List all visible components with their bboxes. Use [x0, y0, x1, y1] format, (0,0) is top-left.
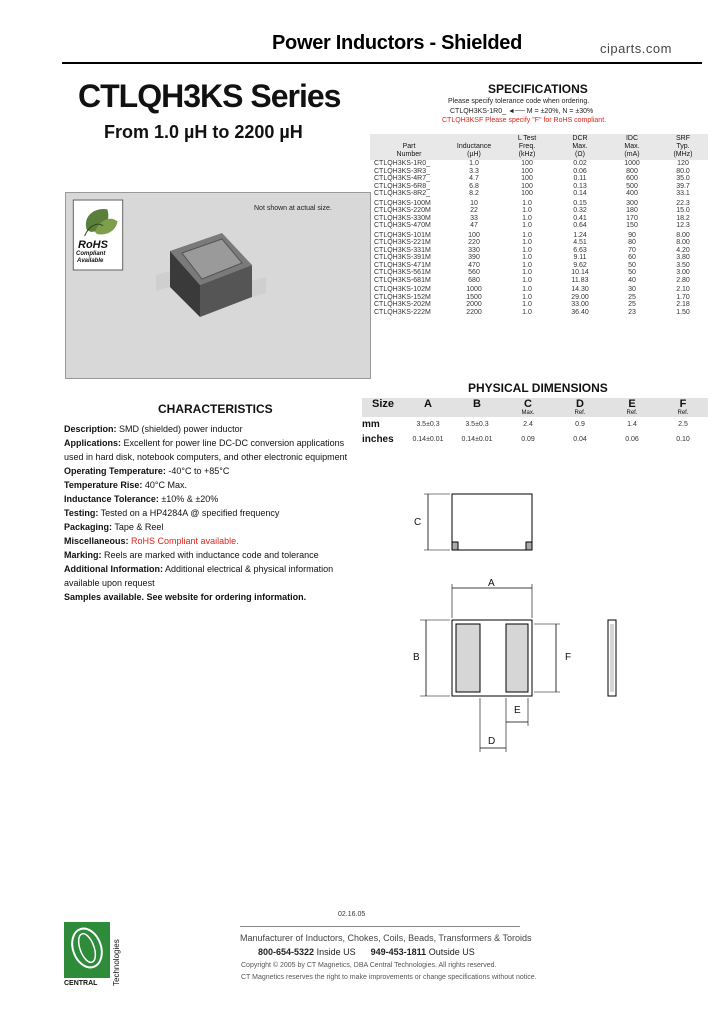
- spec-cell: 1.0: [522, 261, 532, 269]
- spec-cell: 0.32: [573, 207, 587, 214]
- spec-cell: 10: [470, 199, 478, 207]
- spec-header: [370, 134, 708, 160]
- characteristic-item: [64, 520, 354, 534]
- spec-cell: 29.00: [571, 293, 589, 301]
- characteristics-title: CHARACTERISTICS: [158, 402, 273, 416]
- characteristic-label: Miscellaneous:: [64, 536, 129, 546]
- table-row: [362, 417, 708, 432]
- spec-cell: 39.7: [676, 182, 690, 190]
- spec-cell: 1.0: [522, 222, 532, 229]
- footer-divider: [240, 926, 520, 927]
- dim-column-header: [658, 398, 708, 417]
- spec-cell: 1.0: [469, 160, 479, 167]
- characteristic-item: [64, 562, 354, 590]
- spec-cell: 35.0: [676, 175, 690, 182]
- spec-cell: 1.24: [573, 231, 587, 239]
- part-number-cell: CTLQH3KS-202M: [374, 301, 431, 308]
- header-divider: [62, 62, 702, 64]
- characteristic-label: Temperature Rise:: [64, 480, 143, 490]
- website-link[interactable]: ciparts.com: [600, 41, 672, 56]
- spec-cell: 2.18: [676, 301, 690, 308]
- arrow-left-icon: ◄──: [507, 108, 527, 115]
- dim-column-header: [554, 398, 606, 417]
- spec-cell: 80.0: [676, 167, 690, 175]
- order-code: CTLQH3KS-1R0_: [450, 108, 507, 115]
- spec-cell: 40: [628, 276, 636, 284]
- spec-cell: 23: [628, 308, 636, 316]
- inductance-range: From 1.0 µH to 2200 µH: [104, 122, 303, 142]
- spec-cell: 800: [626, 167, 638, 175]
- spec-header-line: Max.: [624, 143, 640, 150]
- spec-cell: 25: [628, 301, 636, 308]
- spec-cell: 50: [628, 261, 636, 269]
- characteristic-item: [64, 492, 354, 506]
- spec-column-header: [606, 134, 658, 160]
- dim-header-sub: Ref.: [574, 410, 586, 416]
- table-row: [370, 277, 708, 285]
- spec-cell: 3.00: [676, 269, 690, 276]
- part-number-cell: CTLQH3KS-681M: [374, 276, 431, 284]
- spec-cell: 100: [468, 231, 480, 239]
- table-row: [370, 183, 708, 191]
- spec-cell: 470: [468, 261, 480, 269]
- rohs-order-note: CTLQH3KSF Please specify "F" for RoHS compliant.: [442, 117, 607, 124]
- dim-header-label: D: [576, 398, 584, 410]
- spec-cell: 1.0: [522, 308, 532, 316]
- unit-label: mm: [362, 419, 380, 430]
- dim-header-label: E: [628, 398, 636, 410]
- spec-cell: 0.06: [573, 167, 587, 175]
- spec-column-header: [370, 134, 448, 160]
- tolerance-note: Please specify tolerance code when ordering.: [448, 98, 590, 105]
- spec-cell: 47: [470, 222, 478, 229]
- physical-dimensions-title: PHYSICAL DIMENSIONS: [468, 381, 608, 395]
- spec-cell: 0.64: [573, 222, 587, 229]
- spec-cell: 180: [626, 207, 638, 214]
- table-row: [370, 207, 708, 215]
- characteristic-item: [64, 422, 354, 436]
- part-number-cell: CTLQH3KS-561M: [374, 269, 431, 276]
- dim-cell: 3.5±0.3: [416, 421, 440, 428]
- characteristic-item: [64, 534, 354, 548]
- spec-cell: 1.0: [522, 207, 532, 214]
- spec-cell: 1.0: [522, 269, 532, 276]
- characteristic-value: Tested on a HP4284A @ specified frequency: [98, 508, 280, 518]
- label-b: B: [413, 652, 420, 663]
- phone-outside-label: Outside US: [428, 947, 475, 957]
- spec-cell: 3.3: [469, 167, 479, 175]
- dim-cell: 2.5: [678, 421, 688, 428]
- characteristics-list: [64, 422, 354, 604]
- spec-cell: 60: [628, 254, 636, 261]
- copyright: Copyright © 2005 by CT Magnetics, DBA Central Technologies. All rights reserved.: [241, 962, 497, 969]
- spec-cell: 4.20: [676, 246, 690, 254]
- spec-cell: 2200: [466, 308, 482, 316]
- page-title: Power Inductors - Shielded: [272, 32, 523, 54]
- spec-cell: 33.1: [676, 190, 690, 197]
- characteristic-value: Reels are marked with inductance code and tolerance: [101, 550, 319, 560]
- label-f: F: [565, 652, 572, 663]
- rohs-sub2: Available: [77, 258, 104, 264]
- characteristic-label: Packaging:: [64, 522, 113, 532]
- spec-header-line: Number: [396, 151, 422, 158]
- spec-column-header: [658, 134, 708, 160]
- characteristic-value: ±10% & ±20%: [158, 494, 219, 504]
- spec-header-line: L Test: [517, 135, 537, 142]
- phone-outside[interactable]: 949-453-1811: [370, 947, 427, 957]
- dim-column-header: [452, 398, 502, 417]
- dim-header: [362, 398, 708, 417]
- dim-header-sub: Max.: [521, 410, 535, 416]
- spec-cell: 9.62: [573, 261, 587, 269]
- characteristic-label: Description:: [64, 424, 117, 434]
- central-logo-icon: [64, 922, 112, 982]
- spec-cell: 30: [628, 286, 636, 293]
- series-title: CTLQH3KS Series: [78, 78, 341, 114]
- table-row: [370, 168, 708, 176]
- inductor-chip-image: [152, 221, 272, 321]
- spec-column-header: [448, 134, 500, 160]
- notice: CT Magnetics reserves the right to make improvements or change specifications without notice.: [241, 974, 537, 981]
- characteristic-label: Inductance Tolerance:: [64, 494, 159, 504]
- dim-header-row: [362, 398, 708, 417]
- order-example: [450, 108, 593, 115]
- dim-header-label: C: [524, 398, 532, 410]
- spec-cell: 12.3: [676, 222, 690, 229]
- spec-cell: 1.0: [522, 239, 532, 246]
- part-number-cell: CTLQH3KS-331M: [374, 246, 431, 254]
- spec-cell: 2.80: [676, 276, 690, 284]
- spec-cell: 0.14: [573, 190, 587, 197]
- dim-cell: 2.4: [523, 421, 533, 428]
- dim-header-sub: [404, 410, 452, 417]
- spec-cell: 0.13: [573, 182, 587, 190]
- part-number-cell: CTLQH3KS-3R3_: [374, 167, 431, 175]
- table-row: [370, 269, 708, 277]
- characteristic-label: Operating Temperature:: [64, 466, 166, 476]
- table-row: [370, 190, 708, 198]
- spec-cell: 0.02: [573, 160, 587, 167]
- characteristic-item: [64, 478, 354, 492]
- manufacturer-line: Manufacturer of Inductors, Chokes, Coils, Beads, Transformers & Toroids: [240, 933, 532, 943]
- characteristic-item: [64, 548, 354, 562]
- spec-cell: 680: [468, 276, 480, 284]
- spec-cell: 1.0: [522, 301, 532, 308]
- spec-cell: 11.83: [571, 276, 589, 284]
- dim-column-header: [362, 398, 404, 417]
- spec-cell: 8.00: [676, 231, 690, 239]
- spec-header-line: Part: [402, 143, 416, 150]
- spec-cell: 0.41: [573, 214, 587, 222]
- characteristic-item: [64, 436, 354, 464]
- spec-header-line: DCR: [572, 135, 588, 142]
- spec-cell: 36.40: [571, 308, 589, 316]
- spec-cell: 170: [626, 214, 638, 222]
- spec-header-line: Typ.: [676, 143, 690, 150]
- dim-column-header: [606, 398, 658, 417]
- dim-column-header: [502, 398, 554, 417]
- spec-cell: 0.11: [573, 175, 587, 182]
- characteristic-label: Marking:: [64, 550, 102, 560]
- characteristic-value: Tape & Reel: [112, 522, 164, 532]
- spec-cell: 14.30: [571, 286, 589, 293]
- spec-cell: 300: [626, 199, 638, 207]
- spec-cell: 1.0: [522, 214, 532, 222]
- spec-cell: 100: [521, 182, 533, 190]
- product-photo: [65, 192, 371, 379]
- part-number-cell: CTLQH3KS-1R0_: [374, 160, 431, 167]
- dim-header-label: F: [679, 398, 687, 410]
- phone-line: [258, 947, 475, 957]
- characteristic-label: Testing:: [64, 508, 99, 518]
- spec-header-line: (µH): [467, 151, 481, 158]
- dim-cell: 0.14±0.01: [461, 436, 493, 443]
- part-number-cell: CTLQH3KS-222M: [374, 308, 431, 316]
- table-row: [370, 254, 708, 262]
- spec-cell: 100: [521, 160, 533, 167]
- spec-cell: 15.0: [676, 207, 690, 214]
- dim-cell: 1.4: [627, 421, 637, 428]
- spec-cell: 8.2: [469, 190, 479, 197]
- spec-cell: 330: [468, 246, 480, 254]
- dim-header-label: B: [473, 398, 481, 410]
- spec-header-line: SRF: [676, 135, 690, 142]
- characteristic-value: Excellent for power line DC-DC conversion applications used in hard disk, notebook computers, and other electronic equipment: [64, 438, 348, 462]
- spec-cell: 1.0: [522, 199, 532, 207]
- part-number-cell: CTLQH3KS-6R8_: [374, 182, 431, 190]
- dim-header-sub: Ref.: [677, 410, 689, 416]
- spec-cell: 6.63: [573, 246, 587, 254]
- spec-header-line: Max.: [572, 143, 588, 150]
- specifications-table: [370, 134, 708, 316]
- spec-cell: 70: [628, 246, 636, 254]
- part-number-cell: CTLQH3KS-221M: [374, 239, 431, 246]
- dim-cell: 0.04: [573, 436, 587, 443]
- dim-cell: 0.9: [575, 421, 585, 428]
- spec-cell: 120: [677, 160, 689, 167]
- characteristic-label: Additional Information:: [64, 564, 163, 574]
- rohs-sub1: Compliant: [76, 251, 106, 257]
- part-number-cell: CTLQH3KS-471M: [374, 261, 431, 269]
- table-row: [370, 284, 708, 294]
- spec-header-line: (Ω): [575, 151, 585, 158]
- spec-cell: 1.0: [522, 276, 532, 284]
- spec-cell: 390: [468, 254, 480, 261]
- table-row: [370, 160, 708, 168]
- spec-header-row: [370, 134, 708, 160]
- table-row: [370, 247, 708, 255]
- characteristic-item: [64, 464, 354, 478]
- spec-cell: 10.14: [571, 269, 589, 276]
- table-row: [370, 222, 708, 230]
- dim-cell: 0.14±0.01: [412, 436, 444, 443]
- dim-header-label: A: [424, 398, 432, 410]
- spec-cell: 1500: [466, 293, 482, 301]
- characteristic-value: Additional electrical & physical information available upon request: [64, 564, 334, 588]
- spec-cell: 33: [470, 214, 478, 222]
- spec-cell: 33.00: [571, 301, 589, 308]
- characteristic-value: RoHS Compliant available.: [128, 536, 239, 546]
- phone-inside[interactable]: 800-654-5322: [258, 947, 315, 957]
- label-d: D: [488, 736, 496, 747]
- spec-cell: 100: [521, 190, 533, 197]
- spec-cell: 500: [626, 182, 638, 190]
- dim-header-label: Size: [371, 398, 394, 410]
- dim-body: [362, 417, 708, 447]
- spec-cell: 9.11: [573, 254, 587, 261]
- table-row: [370, 215, 708, 223]
- spec-header-line: (mA): [624, 151, 640, 158]
- part-number-cell: CTLQH3KS-102M: [374, 286, 431, 293]
- part-number-cell: CTLQH3KS-391M: [374, 254, 431, 261]
- spec-header-line: (MHz): [673, 151, 693, 158]
- spec-cell: 22.3: [676, 199, 690, 207]
- spec-cell: 400: [626, 190, 638, 197]
- spec-header-line: Freq.: [518, 143, 536, 150]
- characteristic-value: -40°C to +85°C: [165, 466, 230, 476]
- specifications-title: SPECIFICATIONS: [488, 82, 588, 96]
- spec-cell: 1.0: [522, 231, 532, 239]
- logo-technologies: Technologies: [112, 939, 121, 986]
- spec-cell: 8.00: [676, 239, 690, 246]
- spec-cell: 2.10: [676, 286, 690, 293]
- table-row: [370, 294, 708, 302]
- revision-date: 02.16.05: [338, 911, 366, 918]
- spec-cell: 80: [628, 239, 636, 246]
- characteristic-value: SMD (shielded) power inductor: [116, 424, 243, 434]
- characteristic-value: 40°C Max.: [142, 480, 187, 490]
- spec-cell: 220: [468, 239, 480, 246]
- dim-column-header: [404, 398, 452, 417]
- spec-cell: 560: [468, 269, 480, 276]
- spec-cell: 100: [521, 167, 533, 175]
- label-c: C: [414, 517, 422, 528]
- logo-name: CENTRAL: [64, 980, 98, 987]
- samples-note: Samples available. See website for ordering information.: [64, 592, 307, 602]
- spec-cell: 3.50: [676, 261, 690, 269]
- spec-cell: 100: [521, 175, 533, 182]
- dim-header-sub: [452, 410, 502, 417]
- spec-cell: 25: [628, 293, 636, 301]
- spec-cell: 600: [626, 175, 638, 182]
- table-row: [370, 198, 708, 208]
- order-tolerance: M = ±20%, N = ±30%: [526, 108, 594, 115]
- part-number-cell: CTLQH3KS-470M: [374, 222, 431, 229]
- spec-header-line: IDC: [625, 135, 639, 142]
- dimensions-table: [362, 398, 708, 447]
- spec-column-header: [554, 134, 606, 160]
- dim-cell: 0.10: [676, 436, 690, 443]
- spec-header-line: Inductance: [456, 143, 492, 150]
- characteristic-label: Applications:: [64, 438, 122, 448]
- dim-cell: 0.09: [521, 436, 535, 443]
- spec-cell: 4.51: [573, 239, 587, 246]
- label-a: A: [488, 578, 495, 589]
- part-number-cell: CTLQH3KS-220M: [374, 207, 431, 214]
- phone-inside-label: Inside US: [316, 947, 356, 957]
- spec-cell: 2000: [466, 301, 482, 308]
- part-number-cell: CTLQH3KS-330M: [374, 214, 431, 222]
- spec-cell: 1000: [466, 286, 482, 293]
- label-e: E: [514, 705, 521, 716]
- dim-cell: 0.06: [625, 436, 639, 443]
- spec-cell: 18.2: [676, 214, 690, 222]
- spec-cell: 3.80: [676, 254, 690, 261]
- spec-cell: 1.0: [522, 246, 532, 254]
- table-row: [370, 262, 708, 270]
- spec-cell: 50: [628, 269, 636, 276]
- table-row: [362, 432, 708, 447]
- table-row: [370, 175, 708, 183]
- dim-cell: 3.5±0.3: [465, 421, 489, 428]
- dim-header-sub: Ref.: [626, 410, 638, 416]
- dimension-drawing: [400, 490, 630, 760]
- dim-header-sub: [362, 410, 404, 417]
- spec-column-header: [500, 134, 554, 160]
- photo-note: Not shown at actual size.: [254, 205, 332, 212]
- characteristic-item: [64, 506, 354, 520]
- spec-cell: 1.0: [522, 293, 532, 301]
- spec-cell: 1.50: [676, 308, 690, 316]
- unit-label: inches: [362, 434, 394, 445]
- spec-cell: 6.8: [469, 182, 479, 190]
- spec-cell: 150: [626, 222, 638, 229]
- spec-cell: 1.70: [676, 293, 690, 301]
- spec-cell: 1000: [624, 160, 640, 167]
- spec-cell: 90: [628, 231, 636, 239]
- spec-cell: 22: [470, 207, 478, 214]
- table-row: [370, 239, 708, 247]
- part-number-cell: CTLQH3KS-152M: [374, 293, 431, 301]
- part-number-cell: CTLQH3KS-101M: [374, 231, 431, 239]
- part-number-cell: CTLQH3KS-100M: [374, 199, 431, 207]
- spec-cell: 1.0: [522, 254, 532, 261]
- table-row: [370, 309, 708, 317]
- table-row: [370, 301, 708, 309]
- rohs-text: RoHS: [78, 239, 108, 251]
- spec-header-line: (kHz): [518, 151, 536, 158]
- spec-body: [370, 160, 708, 316]
- spec-cell: 0.15: [573, 199, 587, 207]
- table-row: [370, 230, 708, 240]
- part-number-cell: CTLQH3KS-8R2_: [374, 190, 431, 197]
- spec-cell: 1.0: [522, 286, 532, 293]
- part-number-cell: CTLQH3KS-4R7_: [374, 175, 431, 182]
- spec-cell: 4.7: [469, 175, 479, 182]
